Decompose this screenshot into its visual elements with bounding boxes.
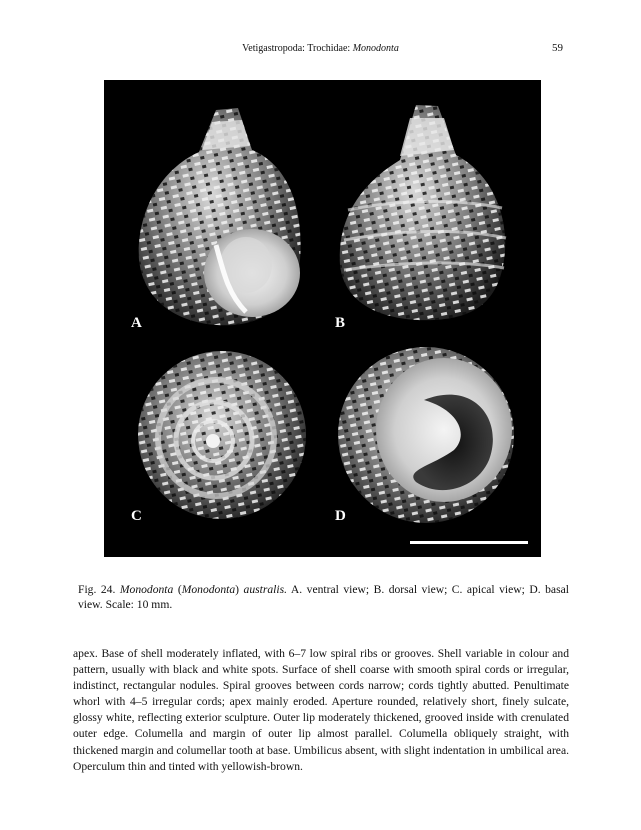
caption-fig-number: Fig. 24. [78, 583, 116, 596]
body-paragraph: apex. Base of shell moderately inflated, with 6–7 low spiral ribs or grooves. Shell variable in colour and pattern, usually with black and white spots. Surface of shell coarse with smooth spiral cords or irregular, indistinct, rectangular nodules. Spiral grooves between cords narrow; cords tightly abutted. Penultimate whorl with 4–5 irregular cords; apex mainly eroded. Aperture rounded, relatively short, finely sulcate, glossy white, reflecting exterior sculpture. Outer lip moderately thickened, grooved inside with crenulated outer edge. Columella and margin of outer lip almost parallel. Columella obliquely straight, with thickened margin and columellar tooth at base. Umbilicus absent, with slight indentation in umbilical area. Operculum thin and tinted with yellowish-brown. [73, 647, 569, 773]
caption-subgenus: Monodonta [181, 583, 236, 596]
caption-genus: Monodonta [119, 583, 174, 596]
page-number: 59 [552, 42, 563, 54]
shell-c-apical [138, 351, 306, 519]
shell-d-basal [338, 347, 514, 523]
shell-a-ventral [139, 108, 301, 325]
caption-description: A. ventral view; B. dorsal view; C. apical view; D. basal view. Scale: 10 mm. [78, 583, 569, 611]
running-head-genus: Monodonta [352, 43, 399, 54]
running-head-section: Vetigastropoda: Trochidae: [242, 43, 353, 54]
running-head [0, 43, 641, 54]
panel-label-c: C [131, 508, 142, 524]
shell-b-dorsal [340, 105, 506, 320]
figure-caption: Fig. 24. Monodonta (Monodonta) australis. A. ventral view; B. dorsal view; C. apical view; D. basal view. Scale: 10 mm. [78, 583, 569, 611]
panel-label-a: A [131, 315, 142, 331]
caption-epithet: australis. [243, 583, 288, 596]
shell-photographs [104, 80, 541, 557]
scale-bar [410, 541, 528, 544]
panel-label-b: B [335, 315, 346, 331]
figure-plate [104, 80, 541, 557]
panel-label-d: D [335, 508, 346, 524]
